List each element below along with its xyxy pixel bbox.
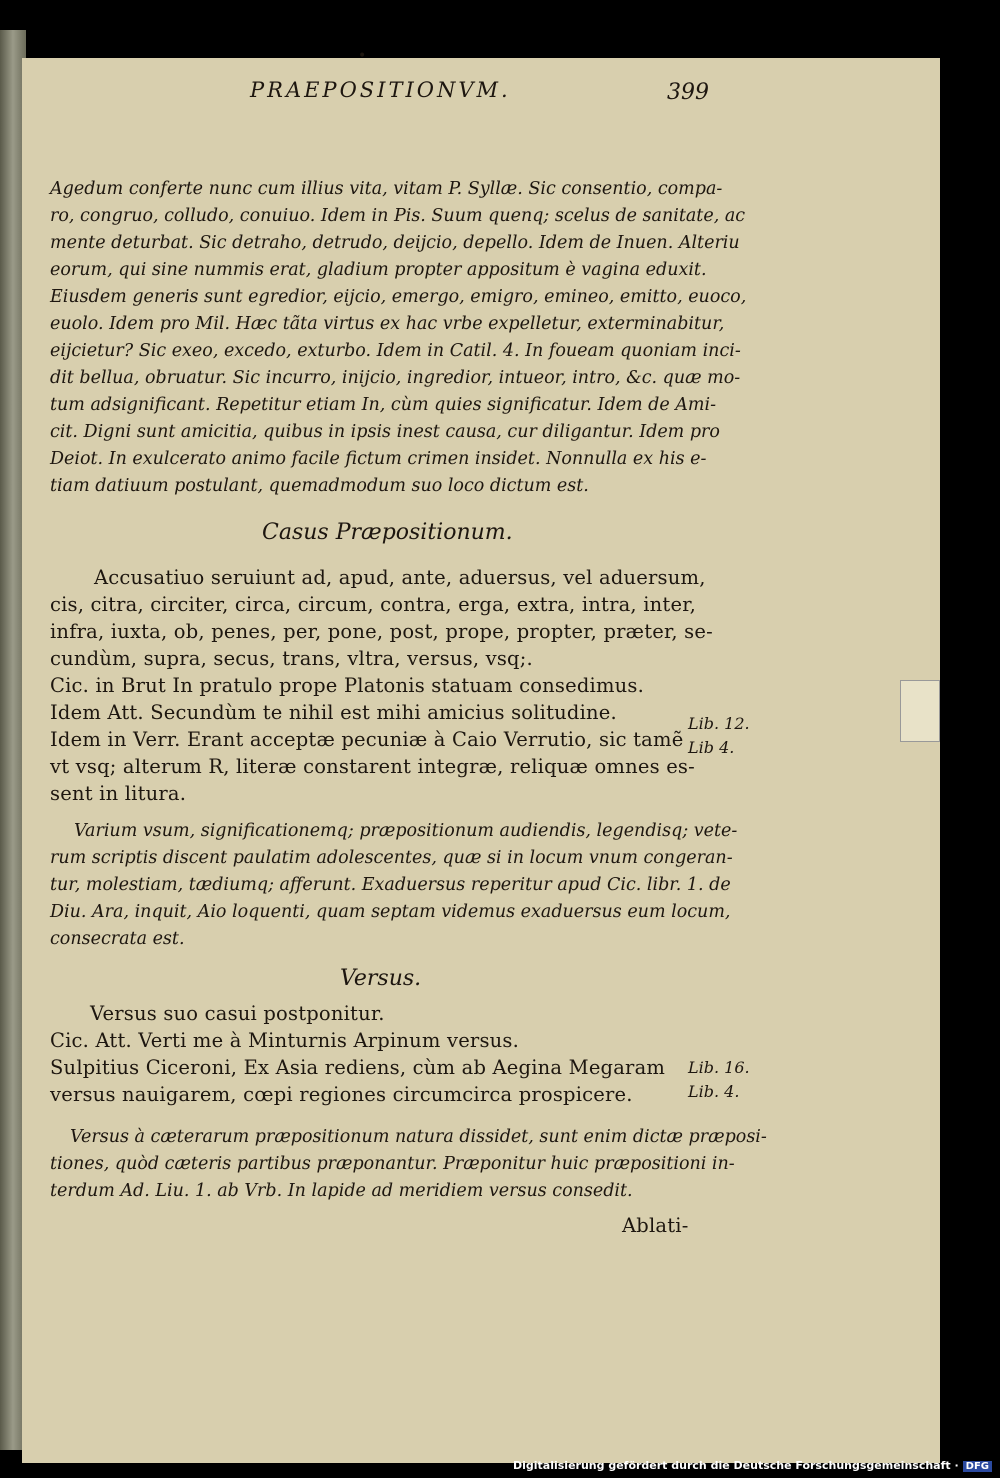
text-line: tum adsignificant. Repetitur etiam In, cùm quies significatur. Idem de Ami- [50, 395, 717, 415]
paragraph-4 [50, 1000, 690, 1108]
margin-note-2 [688, 1056, 750, 1104]
text-line: Idem in Verr. Erant acceptæ pecuniæ à Caio Verrutio, sic tamẽ [50, 728, 684, 751]
text-line: euolo. Idem pro Mil. Hæc tãta virtus ex hac vrbe expelletur, exterminabitur, [50, 314, 725, 334]
running-header: PRAEPOSITIONVM. [250, 78, 511, 102]
text-line: infra, iuxta, ob, penes, per, pone, post, prope, propter, præter, se- [50, 620, 713, 643]
paragraph-3 [50, 818, 738, 953]
text-line: Versus à cæterarum præpositionum natura dissidet, sunt enim dictæ præposi- [70, 1127, 767, 1147]
text-line: Diu. Ara, inquit, Aio loquenti, quam septam videmus exaduersus eum locum, [50, 902, 731, 922]
text-line: mente deturbat. Sic detraho, detrudo, deijcio, depello. Idem de Inuen. Alteriu [50, 233, 740, 253]
decorative-dot: • [358, 48, 367, 64]
text-line: eijcietur? Sic exeo, excedo, exturbo. Idem in Catil. 4. In foueam quoniam inci- [50, 341, 741, 361]
dfg-logo: DFG [963, 1461, 992, 1472]
margin-ref: Lib. 4. [688, 1082, 740, 1101]
text-line: consecrata est. [50, 929, 185, 949]
text-line: Cic. Att. Verti me à Minturnis Arpinum versus. [50, 1029, 520, 1052]
text-line: Varium vsum, significationemq; præpositionum audiendis, legendisq; vete- [74, 821, 738, 841]
paragraph-1 [50, 176, 747, 500]
text-line: Sulpitius Ciceroni, Ex Asia rediens, cùm ab Aegina Megaram [50, 1056, 666, 1079]
text-line: vt vsq; alterum R, literæ constarent integræ, reliquæ omnes es- [50, 755, 695, 778]
text-line: sent in litura. [50, 782, 187, 805]
text-line: cundùm, supra, secus, trans, vltra, versus, vsq;. [50, 647, 533, 670]
footer-credit [513, 1459, 992, 1472]
text-line: tiam datiuum postulant, quemadmodum suo loco dictum est. [50, 476, 589, 496]
section-heading-versus: Versus. [340, 966, 422, 991]
text-line: Versus suo casui postponitur. [90, 1002, 385, 1025]
paragraph-5 [50, 1124, 767, 1205]
text-line: Eiusdem generis sunt egredior, eijcio, emergo, emigro, emineo, emitto, euoco, [50, 287, 747, 307]
text-line: cis, citra, circiter, circa, circum, contra, erga, extra, intra, inter, [50, 593, 696, 616]
margin-ref: Lib. 16. [688, 1058, 750, 1077]
text-line: Accusatiuo seruiunt ad, apud, ante, aduersus, vel aduersum, [94, 566, 706, 589]
text-line: cit. Digni sunt amicitia, quibus in ipsis inest causa, cur diligantur. Idem pro [50, 422, 720, 442]
section-heading-casus: Casus Præpositionum. [262, 520, 513, 545]
text-line: Deiot. In exulcerato animo facile fictum crimen insidet. Nonnulla ex his e- [50, 449, 707, 469]
text-line: eorum, qui sine nummis erat, gladium propter appositum è vagina eduxit. [50, 260, 707, 280]
page-tab-marker [900, 680, 940, 742]
text-line: versus nauigarem, cœpi regiones circumcirca prospicere. [50, 1083, 633, 1106]
page-number: 399 [667, 80, 709, 105]
footer-text: Digitalisierung gefördert durch die Deutsche Forschungsgemeinschaft · [512, 1459, 959, 1472]
text-line: tiones, quòd cæteris partibus præponantur. Præponitur huic præpositioni in- [50, 1154, 735, 1174]
text-line: Idem Att. Secundùm te nihil est mihi amicius solitudine. [50, 701, 617, 724]
catchword: Ablati- [622, 1214, 689, 1237]
margin-ref: Lib. 12. [688, 714, 750, 733]
text-line: dit bellua, obruatur. Sic incurro, inijcio, ingredior, intueor, intro, &c. quæ mo- [50, 368, 741, 388]
text-line: ro, congruo, colludo, conuiuo. Idem in Pis. Suum quenq; scelus de sanitate, ac [50, 206, 746, 226]
text-line: rum scriptis discent paulatim adolescentes, quæ si in locum vnum congeran- [50, 848, 733, 868]
margin-note-1 [688, 712, 750, 760]
text-line: Cic. in Brut In pratulo prope Platonis statuam consedimus. [50, 674, 645, 697]
margin-ref: Lib 4. [688, 738, 735, 757]
text-line: Agedum conferte nunc cum illius vita, vitam P. Syllæ. Sic consentio, compa- [50, 179, 723, 199]
text-line: terdum Ad. Liu. 1. ab Vrb. In lapide ad meridiem versus consedit. [50, 1181, 633, 1201]
text-line: tur, molestiam, tædiumq; afferunt. Exaduersus reperitur apud Cic. libr. 1. de [50, 875, 731, 895]
